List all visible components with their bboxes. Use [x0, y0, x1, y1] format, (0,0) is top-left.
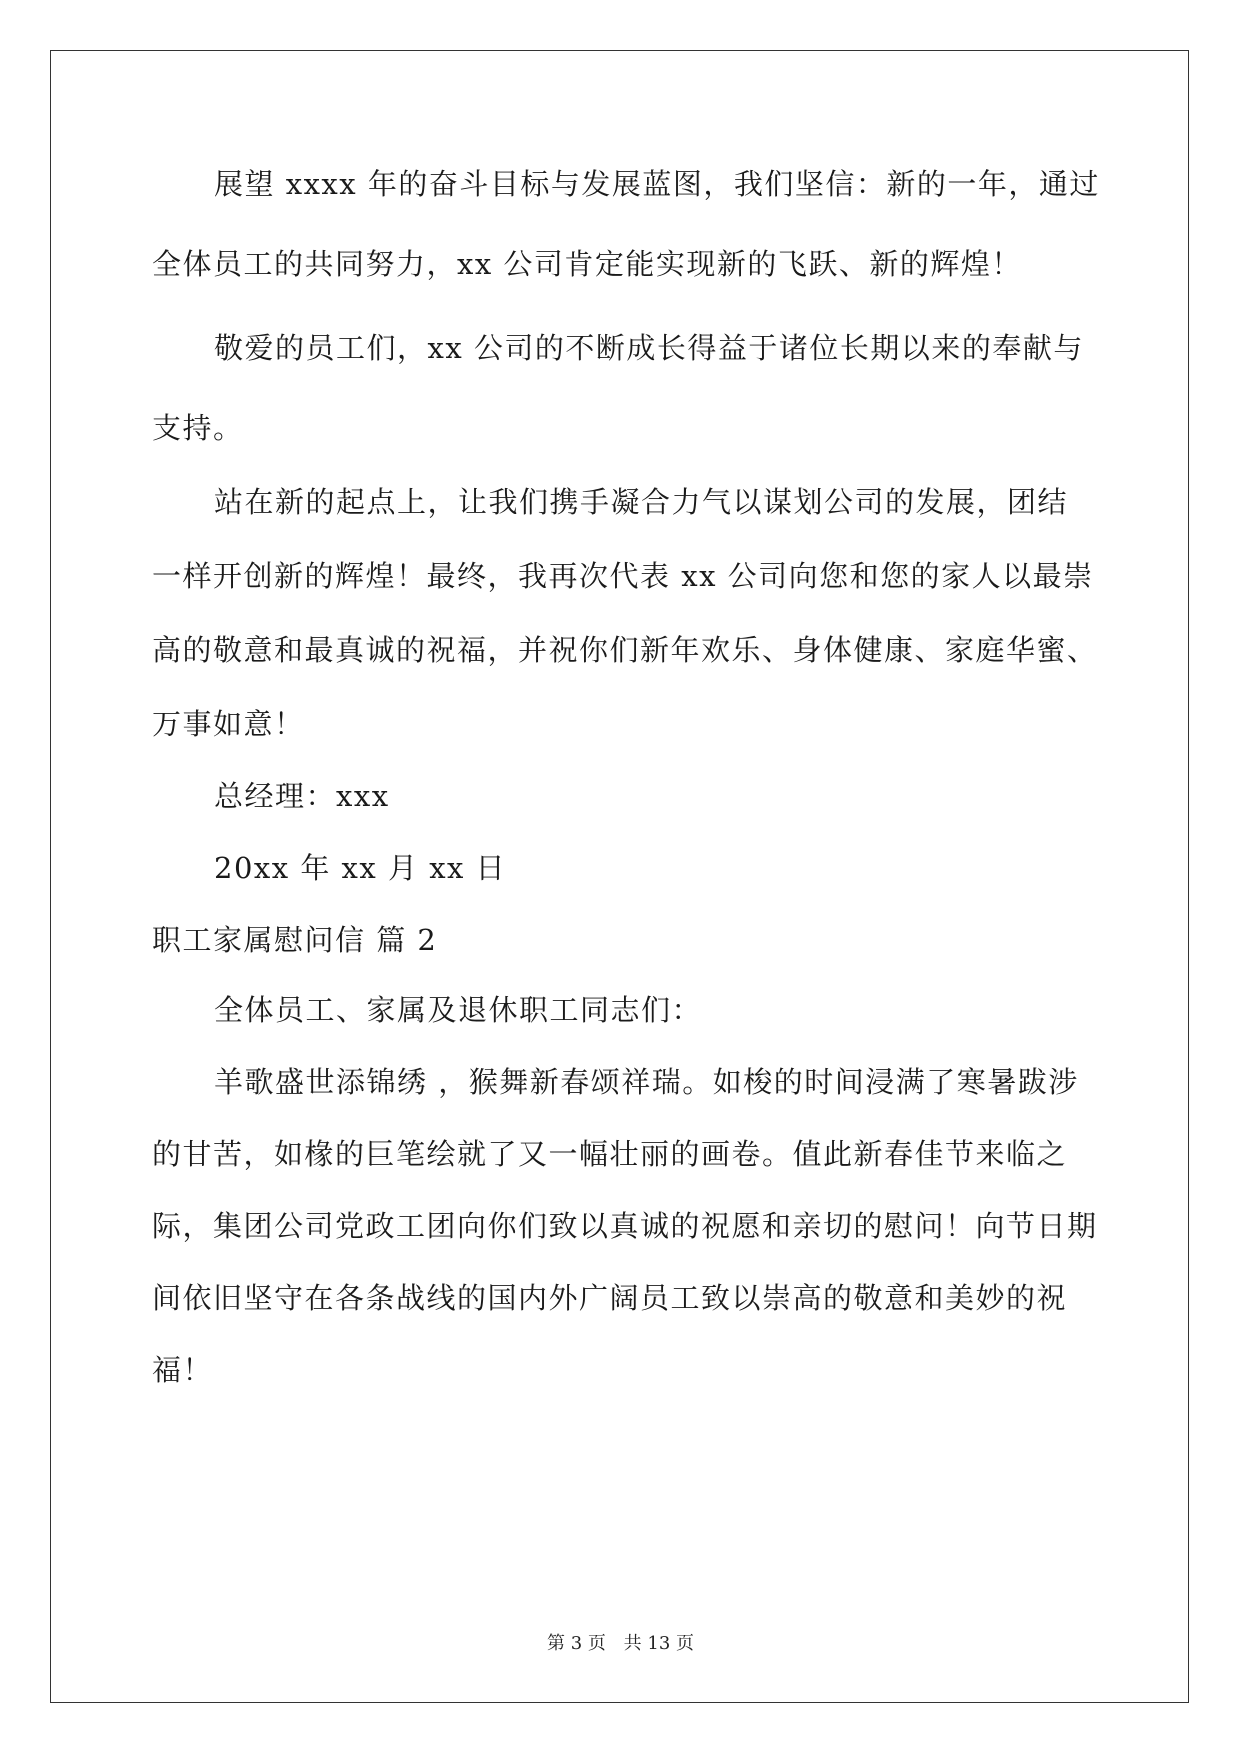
- signature-title: 总经理：xxx: [214, 779, 390, 813]
- paragraph-line: 羊歌盛世添锦绣 ，猴舞新春颂祥瑞。如梭的时间浸满了寒暑跋涉: [214, 1065, 1079, 1099]
- paragraph-line: 高的敬意和最真诚的祝福，并祝你们新年欢乐、身体健康、家庭华蜜、: [152, 633, 1098, 667]
- paragraph-line: 的甘苦，如椽的巨笔绘就了又一幅壮丽的画卷。值此新春佳节来临之: [152, 1137, 1068, 1171]
- page-number: 第 3 页: [547, 1633, 606, 1654]
- section-heading: 职工家属慰问信 篇 2: [152, 923, 438, 957]
- paragraph-line: 展望 xxxx 年的奋斗目标与发展蓝图，我们坚信：新的一年，通过: [214, 167, 1100, 201]
- paragraph-line: 万事如意！: [152, 707, 305, 741]
- page-footer: [0, 1632, 1241, 1656]
- paragraph-line: 间依旧坚守在各条战线的国内外广阔员工致以崇高的敬意和美妙的祝: [152, 1281, 1068, 1315]
- paragraph-line: 一样开创新的辉煌！最终，我再次代表 xx 公司向您和您的家人以最崇: [152, 559, 1094, 593]
- paragraph-line: 站在新的起点上，让我们携手凝合力气以谋划公司的发展，团结: [214, 485, 1069, 519]
- paragraph-line: 支持。: [152, 411, 244, 445]
- signature-date: 20xx 年 xx 月 xx 日: [214, 851, 507, 885]
- paragraph-line: 敬爱的员工们，xx 公司的不断成长得益于诸位长期以来的奉献与: [214, 331, 1084, 365]
- salutation: 全体员工、家属及退休职工同志们：: [214, 993, 703, 1027]
- paragraph-line: 全体员工的共同努力，xx 公司肯定能实现新的飞跃、新的辉煌！: [152, 247, 1022, 281]
- paragraph-line: 际，集团公司党政工团向你们致以真诚的祝愿和亲切的慰问！向节日期: [152, 1209, 1098, 1243]
- page-total: 共 13 页: [623, 1633, 694, 1654]
- paragraph-line: 福！: [152, 1353, 214, 1387]
